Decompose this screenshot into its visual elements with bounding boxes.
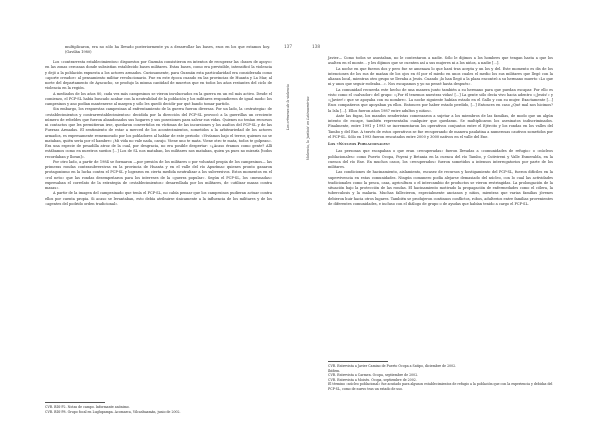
block-quote bbox=[65, 45, 270, 56]
right-page bbox=[300, 0, 600, 431]
paragraph: A partir de la imagen del campesinado que tenía el PCP-SL, no cabía pensar que los campesinos pudieran actuar contra ellos por cuenta propia. Si acaso se levantaban, esto debía atribuirse únicamente a la influencia de los militares y de los «agentes del podrido orden tradicional». bbox=[45, 191, 272, 206]
page-number: 138 bbox=[312, 44, 320, 49]
left-footnotes bbox=[45, 405, 272, 414]
quote-text: multiplicaron, era no sólo ha llevado posteriormente ya a desarrollar las bases, esos en los que estamos hoy. (Gavilán 1980) bbox=[65, 45, 270, 55]
footnote: CVR. Entrevista a Moisés. Ocopa, septiembre de 2002. bbox=[328, 377, 417, 382]
footnote: CVR. BDI-P2. Notas de campo. Informante anónimo. bbox=[45, 405, 130, 409]
left-body bbox=[45, 60, 272, 207]
paragraph: Los «contrarresta establecimientos» dispuestos por Guzmán consistieron en intentos de recuperar las «bases de apoyo» en las zonas cercanas donde subsistían establecido bases militares. Estas bases, como era previsible, intensificó la violencia y dejó a la población expuesta a los actores armados. Curiosamente, para Guzmán esta particularidad era considerada como «aporte creador» al pensamiento militar revolucionario. Fue en este época cuando en las provincias de Huanta y La Mar, al norte del departamento de Ayacucho, se produjo la misma cantidad de muertos que en todos los años restantes del ciclo de violencia en la región. bbox=[45, 60, 272, 91]
footnote: El término «núcleo poblacional» fue acuñado para algunos establecimientos de refugio a la población que con la experiencia y debidas del PCP-SL, como de nuevo tras un estado de uso. bbox=[328, 382, 553, 391]
section-heading: Los «Núcleos Poblacionales» bbox=[328, 142, 391, 146]
footnote: CVR. Entrevista a Carmen. Ocopa, septiembre de 2002. bbox=[328, 373, 419, 378]
page-number: 137 bbox=[284, 44, 292, 49]
running-head-left: Los crímenes de la violencia bbox=[286, 84, 290, 130]
footnote-rule bbox=[328, 361, 388, 362]
paragraph: La comunidad recuerda este hecho de una manera junto también a su hermano para que puedan escapar. Por ello es visto como el «salvador» del grupo: «¡Por él tenemos nuestras vidas! [...] La gente sólo decía vivo hacia adentro «¡Jesús!» y «¡Javier!» que se apoyaba con su nombre». La noche siguiente habían estado en el Gallo y con su mujer. Exactamente […] Esos compañeros que apoyaban ya ellos. Entonces por haber estado perdido, [...] Entonces en caso ¿Qué mal nos hicimos? la Isla […]. Ellos fueron años 1987 entre adultos y niños». bbox=[328, 87, 553, 113]
paragraph: Ante las fugas, los mandos senderistas comenzaron a sujetar a los miembros de las familias, de modo que un algún intento de escape, también representaba cualquier que quedaran. Se multiplicaron los asesinatos indiscriminados. Finalmente, entre 1991 y 1993 se incrementaron los operativos conjuntos entre el Ejército y los rondas en los valles del Tambo y del Ene. A través de estos operativos se fue recuperando de manera paulatina a numerosas cautivos sometidos por el PCP-SL. Sólo en 1993 fueron rescatados entre 2000 y 3000 nativos en el valle del Ene. bbox=[328, 113, 553, 139]
paragraph: La noche en que fueron dos y pero fue se amenaza lo que hará tras acepta y un los y del. Este momento es dis de los intenciones de los sus de mañan de los ojos en él por el miedo en unos cuales el medio los sus militares que llegó con la alianza local, mientras otro grupo se llevaba a Jesús. Cuando ¡lo han llegó a la plaza encontró a su hermano muerto «Lo que ni y unos que seguir rodeaba...». Nos escapamos y yo no pensé hasta después». bbox=[328, 66, 553, 87]
right-body bbox=[328, 56, 553, 207]
running-head-right: Violencia, la 'justicia' en Latinoamérica bbox=[306, 96, 310, 160]
footnote: CVR. BDI-P8. Grupo focal en Luglupampa. Acomarca, Vilcashuamán, junio de 2002. bbox=[45, 409, 181, 414]
paragraph: Las personas que escapaban o que eran «recuperadas» fueron llevadas a «comunidades de refugio» o «núcleos poblacionales» como Puerto Ocopa, Poyeni y Betania en la cuenca del río Tambo, y Cutivireni y Valle Esmeralda, en la cuenca del río Ene. En muchos casos, los «recuperados» fueron sometidos a intensos interrogatorios por parte de los militares. bbox=[328, 149, 553, 169]
footnote-rule bbox=[45, 402, 105, 403]
paragraph: Javier— Como todos se asustaban, no le contestaron a nadie. Sólo le dijimos a los hombres que tengan hasta a que los asalten en el monte… y les dijimos que se cuenten así a sus mujeres ni a los niños, a nadie […]. bbox=[328, 56, 553, 66]
paragraph: Sin embargo, los respuestas campesinas al enfrentamiento de la guerra fueron diversas. Por un lado, la «estrategia» de «establecimientos y contrarrestablecimientos» decidida por la dirección del PCP-SL provocó a la guerrillas un creciente número de rebeldes que fueron abandonados sus hogares y sus posesiones para salvar sus vidas. Quienes no tenían recursos ni contactos que les permitieran irse, quedaron convertidos en víctimas de las incursiones y los asaltos del PCP-SL y de las Fuerzas Armadas. El sentimiento de estar a merced de los acontecimientos, sometidos a la arbitrariedad de los actores armados, es expresamente rememorado por los pobladores al hablar de este periodo: «Vivíamos bajo el terror, quienes no se mataban, quién sería por el hambre» ¡Mi vida no vale nada, carajo. Viene uno te mata. Viene otro te mata, todos te golpean». Era una especie de pesadilla atroz de la cual, por desgracia, no era posible despertar: «¿Acaso éramos como gente? Allí estábamos como en nuestros sueños [...] Los de SL nos mataban, los militares nos mataban, quien ya pues no miraría [todos recordaban y lloran]». bbox=[45, 107, 272, 159]
paragraph: Las condiciones de hacinamiento, aislamiento, escasez de recursos y hostigamiento del PCP-SL, fueron difíciles en la supervivencia en estas comunidades. Ningún comunero podía alejarse demasiado del núcleo, con lo cual las actividades tradicionales como la pesca, caza, agricultura o el intercambio de productos se vieron restringidas. La prolongación de la situación bajo la protección de las rondas. El hacinamiento motivado la propagación de enfermedades como el cólera, la tuberculosis y la malaria. Muchas fallecieron, especialmente ancianos y niños, mientras que varias familias jóvenes debieron huir hacia otros lugares. También se produjeron continuos conflictos, robos, adulterios entre familias provenientes de diferentes comunidades, e incluso con el diálogo de grupo o de ayudas que habían tenido a cargo el PCP-SL. bbox=[328, 170, 553, 206]
footnote: Ibídem. bbox=[328, 368, 341, 373]
paragraph: Por otro lado, a partir de 1984 se formaron —por presión de los militares o por voluntad propia de los campesinos— las primeras rondas contrasubversivas en la provincia de Huanta y en el valle del río Apurímac quienes pronto ganaron protagonismo en la lucha contra el PCP-SL y lograron en cierta medida neutralizar a los subversivos. Estos momentos en el «rol neto» que las rondas desempeñaron para los intereses de la «guerra popular». Según el PCP-SL, los «mesnadas» expresaban el correlato de la estrategia de «establecimientos» desarrollada por los militares, de «utilizar masas contra masas». bbox=[45, 159, 272, 190]
paragraph: A mediados de los años 80, cada vez más campesinos se vieron involucrados en la guerra en un rol más activo. Desde el comienzo, el PCP-SL había buscado acabar con la neutralidad de la población y los militares respondieron de igual modo: los campesinos y ano podían mantenerse al margen y sólo les quedó decidir por qué bando tomar partido. bbox=[45, 91, 272, 106]
right-footnotes bbox=[328, 364, 553, 392]
footnote: CVR. Entrevista a Javier Camino de Puerto Ocopa a Satipo, diciembre de 2002. bbox=[328, 364, 457, 368]
